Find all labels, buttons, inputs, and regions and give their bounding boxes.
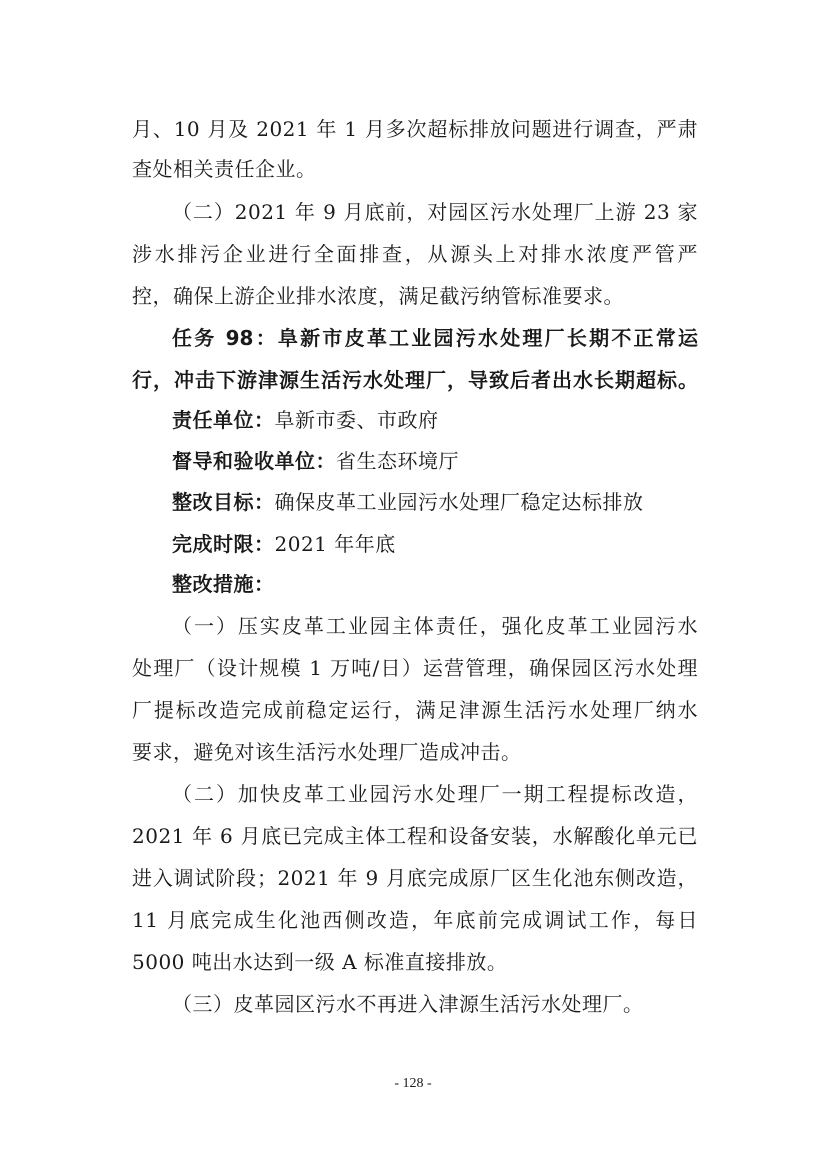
measure1-line3: 厂提标改造完成前稳定运行，满足津源生活污水处理厂纳水	[132, 698, 698, 722]
responsible-unit-label: 责任单位：	[172, 408, 275, 432]
measure2-line2: 2021 年 6 月底已完成主体工程和设备安装，水解酸化单元已	[132, 824, 698, 848]
measure2-line4: 11 月底完成生化池西侧改造，年底前完成调试工作，每日	[132, 908, 698, 932]
measure2-line5: 5000 吨出水达到一级 A 标准直接排放。	[132, 950, 508, 974]
para1-line1: 月、10 月及 2021 年 1 月多次超标排放问题进行调查，严肃	[132, 117, 698, 141]
supervise-unit-row	[172, 447, 698, 475]
measure1-line1: （一）压实皮革工业园主体责任，强化皮革工业园污水	[172, 614, 698, 638]
responsible-unit-row	[172, 406, 698, 434]
para2-line1: （二）2021 年 9 月底前，对园区污水处理厂上游 23 家	[172, 200, 698, 224]
goal-value: 确保皮革工业园污水处理厂稳定达标排放	[274, 490, 644, 514]
para2-line3: 控，确保上游企业排水浓度，满足截污纳管标准要求。	[132, 284, 624, 308]
measures-label-row	[172, 570, 698, 598]
measure1-line2: 处理厂（设计规模 1 万吨/日）运营管理，确保园区污水处理	[132, 656, 698, 680]
para2-line2: 涉水排污企业进行全面排查，从源头上对排水浓度严管严	[132, 242, 698, 266]
measure2-line1: （二）加快皮革工业园污水处理厂一期工程提标改造，	[172, 782, 698, 806]
responsible-unit-value: 阜新市委、市政府	[274, 408, 439, 432]
task-heading-line2: 行，冲击下游津源生活污水处理厂，导致后者出水长期超标。	[132, 368, 698, 392]
task-heading-line1: 任务 98：阜新市皮革工业园污水处理厂长期不正常运	[172, 326, 698, 350]
deadline-row	[172, 530, 698, 558]
page-number: - 128 -	[394, 1076, 432, 1091]
para1-line2: 查处相关责任企业。	[132, 157, 317, 181]
goal-row	[172, 488, 698, 516]
deadline-label: 完成时限：	[172, 532, 275, 556]
supervise-unit-value: 省生态环境厅	[336, 449, 459, 473]
goal-label: 整改目标：	[172, 490, 275, 514]
measures-label: 整改措施：	[172, 572, 275, 596]
measure1-line4: 要求，避免对该生活污水处理厂造成冲击。	[132, 740, 522, 764]
measure2-line3: 进入调试阶段；2021 年 9 月底完成原厂区生化池东侧改造，	[132, 866, 698, 890]
supervise-unit-label: 督导和验收单位：	[172, 449, 336, 473]
measure3-line1: （三）皮革园区污水不再进入津源生活污水处理厂。	[172, 992, 644, 1016]
deadline-value: 2021 年年底	[274, 532, 396, 556]
